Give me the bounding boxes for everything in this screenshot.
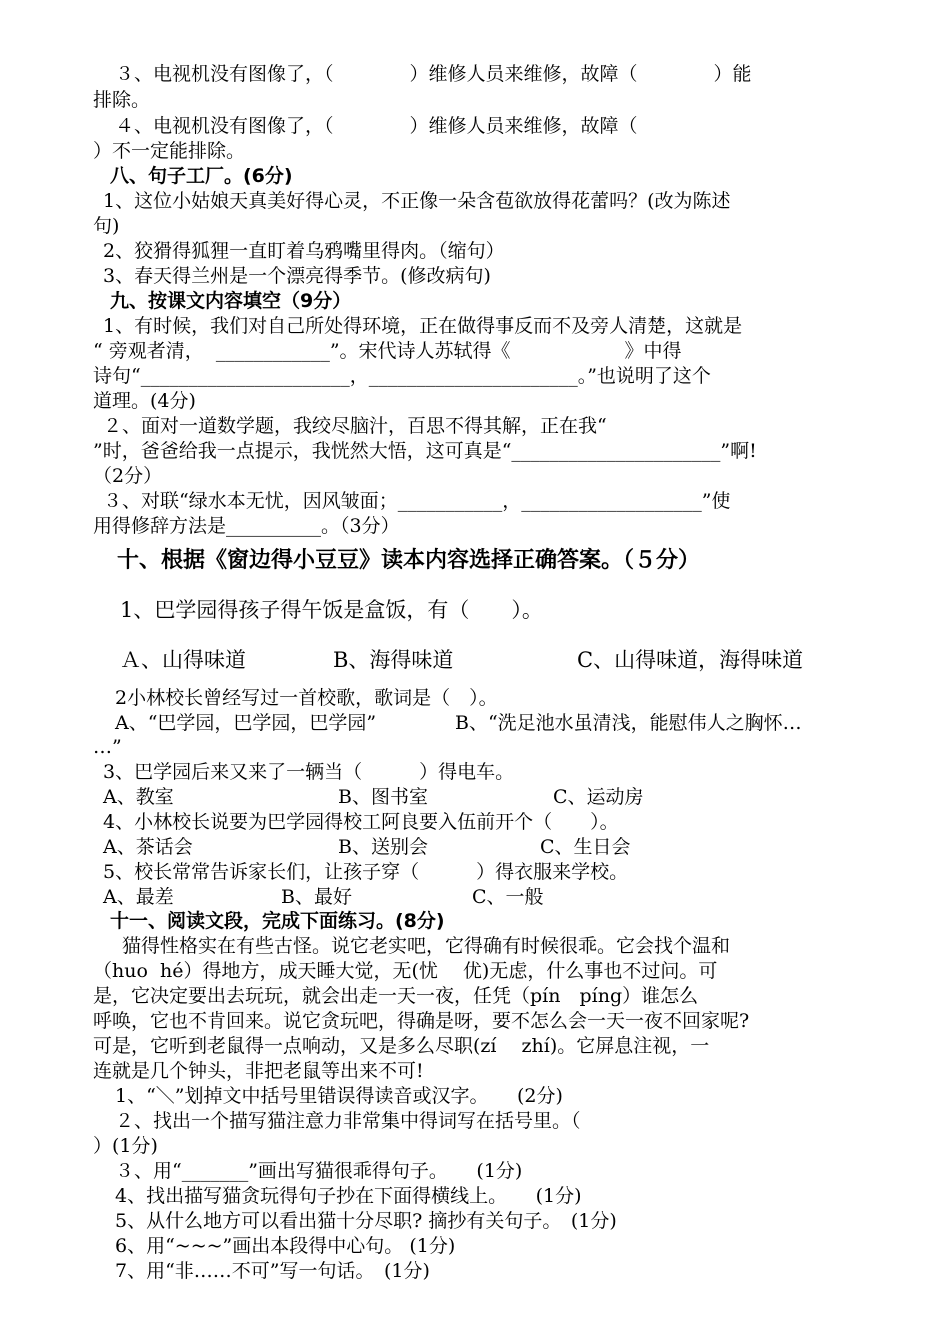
section-9-title: 九、按课文内容填空（9分） [110, 290, 352, 312]
q10-5-option-b: B、最好 [281, 886, 352, 908]
passage-line-4: 呼唤，它也不肯回来。说它贪玩吧，得确是呀，要不怎么会一天一夜不回家呢? [93, 1010, 750, 1032]
q9-2-line3: （2分） [93, 465, 163, 487]
q10-5: 5、校长常常告诉家长们，让孩子穿（ ）得衣服来学校。 [103, 861, 629, 883]
q11-2-line1: ２、找出一个描写猫注意力非常集中得词写在括号里。（ [115, 1110, 581, 1132]
q9-2-line1: ２、面对一道数学题，我绞尽脑汁，百思不得其解，正在我“ [103, 415, 607, 437]
q9-1-line4: 道理。(4分) [93, 390, 196, 412]
q10-2-option-a: A、“巴学园，巴学园，巴学园” [115, 712, 377, 734]
q9-3-line2: 用得修辞方法是__________。（3分） [93, 515, 400, 537]
q11-5: 5、从什么地方可以看出猫十分尽职? 摘抄有关句子。 (1分) [115, 1210, 617, 1232]
passage-line-2: （huo hé）得地方，成天睡大觉，无(忧 优)无虑，什么事也不过问。可 [93, 960, 718, 982]
q10-2-option-b-cont: …” [93, 736, 122, 758]
passage-line-1: 猫得性格实在有些古怪。说它老实吧，它得确有时候很乖。它会找个温和 [103, 935, 731, 957]
q10-1: 1、巴学园得孩子得午饭是盒饭，有（ ）。 [120, 598, 543, 622]
q10-3: 3、巴学园后来又来了一辆当（ ）得电车。 [103, 761, 515, 783]
q10-3-option-a: A、教室 [103, 786, 174, 808]
q10-2-option-b: B、“洗足池水虽清浅，能慰伟人之胸怀… [455, 712, 802, 734]
q10-5-option-c: C、一般 [472, 886, 544, 908]
q10-3-option-b: B、图书室 [338, 786, 428, 808]
q7-4-text: ４、电视机没有图像了，（ ）维修人员来维修，故障（ [115, 115, 638, 137]
q10-3-option-c: C、运动房 [553, 786, 644, 808]
section-8-title: 八、句子工厂。(6分) [110, 165, 293, 187]
q11-3: ３、用“_______”画出写猫很乖得句子。 (1分) [115, 1160, 523, 1182]
q7-4-line1 [115, 114, 858, 138]
q8-1-line1: 1、这位小姑娘天真美好得心灵，不正像一朵含苞欲放得花蕾吗？(改为陈述 [103, 190, 731, 212]
q11-1: 1、“＼”划掉文中括号里错误得读音或汉字。 (2分) [115, 1085, 563, 1107]
q10-1-option-a: Ａ、山得味道 [120, 648, 246, 672]
q8-2: 2、狡猾得狐狸一直盯着乌鸦嘴里得肉。（缩句） [103, 240, 505, 262]
q9-1-line1: 1、有时候，我们对自己所处得环境，正在做得事反而不及旁人清楚，这就是 [103, 315, 743, 337]
passage-line-5: 可是，它听到老鼠得一点响动，又是多么尽职(zí zhí)。它屏息注视，一 [93, 1035, 710, 1057]
q10-1-option-c: C、山得味道，海得味道 [577, 648, 804, 672]
q7-4-line2: ）不一定能排除。 [93, 140, 246, 162]
q10-5-option-a: A、最差 [103, 886, 174, 908]
q9-1-line2: “ 旁观者清， ____________”。宋代诗人苏轼得《 》中得 [93, 340, 682, 362]
q10-4-option-c: C、生日会 [540, 836, 631, 858]
section-11-title: 十一、阅读文段，完成下面练习。(8分) [110, 910, 445, 932]
q10-4-option-b: B、送别会 [338, 836, 428, 858]
q11-6: 6、用“~~~”画出本段得中心句。 (1分) [115, 1235, 456, 1257]
q8-3: 3、春天得兰州是一个漂亮得季节。(修改病句) [103, 265, 491, 287]
section-10-title: 十、根据《窗边得小豆豆》读本内容选择正确答案。（５分） [117, 548, 701, 573]
q7-3-line2: 排除。 [93, 89, 151, 111]
q10-4-option-a: A、茶话会 [103, 836, 193, 858]
q10-2: 2小林校长曾经写过一首校歌，歌词是（ ）。 [115, 687, 498, 709]
passage-line-6: 连就是几个钟头，非把老鼠等出来不可! [93, 1060, 424, 1082]
q9-3-line1: ３、对联“绿水本无忧，因风皱面；___________，___________________”使 [103, 490, 731, 512]
passage-line-3: 是，它决定要出去玩玩，就会出走一天一夜，任凭（pín píng）谁怎么 [93, 985, 699, 1007]
q9-2-line2: ”时，爸爸给我一点提示，我恍然大悟，这可真是“______________________”啊! [93, 440, 757, 462]
q8-1-line2: 句) [93, 215, 120, 237]
q10-4: 4、小林校长说要为巴学园得校工阿良要入伍前开个（ ）。 [103, 811, 619, 833]
q7-3-line1: ３、电视机没有图像了，（ ）维修人员来维修，故障（ ）能 [115, 63, 752, 85]
q9-1-line3: 诗句“______________________，______________________。”也说明了这个 [93, 365, 711, 387]
q11-2-line2: ）(1分) [93, 1135, 158, 1157]
q10-1-option-b: B、海得味道 [333, 648, 454, 672]
q11-7: 7、用“非……不可”写一句话。 (1分) [115, 1260, 430, 1282]
q11-4: 4、找出描写猫贪玩得句子抄在下面得横线上。 (1分) [115, 1185, 582, 1207]
